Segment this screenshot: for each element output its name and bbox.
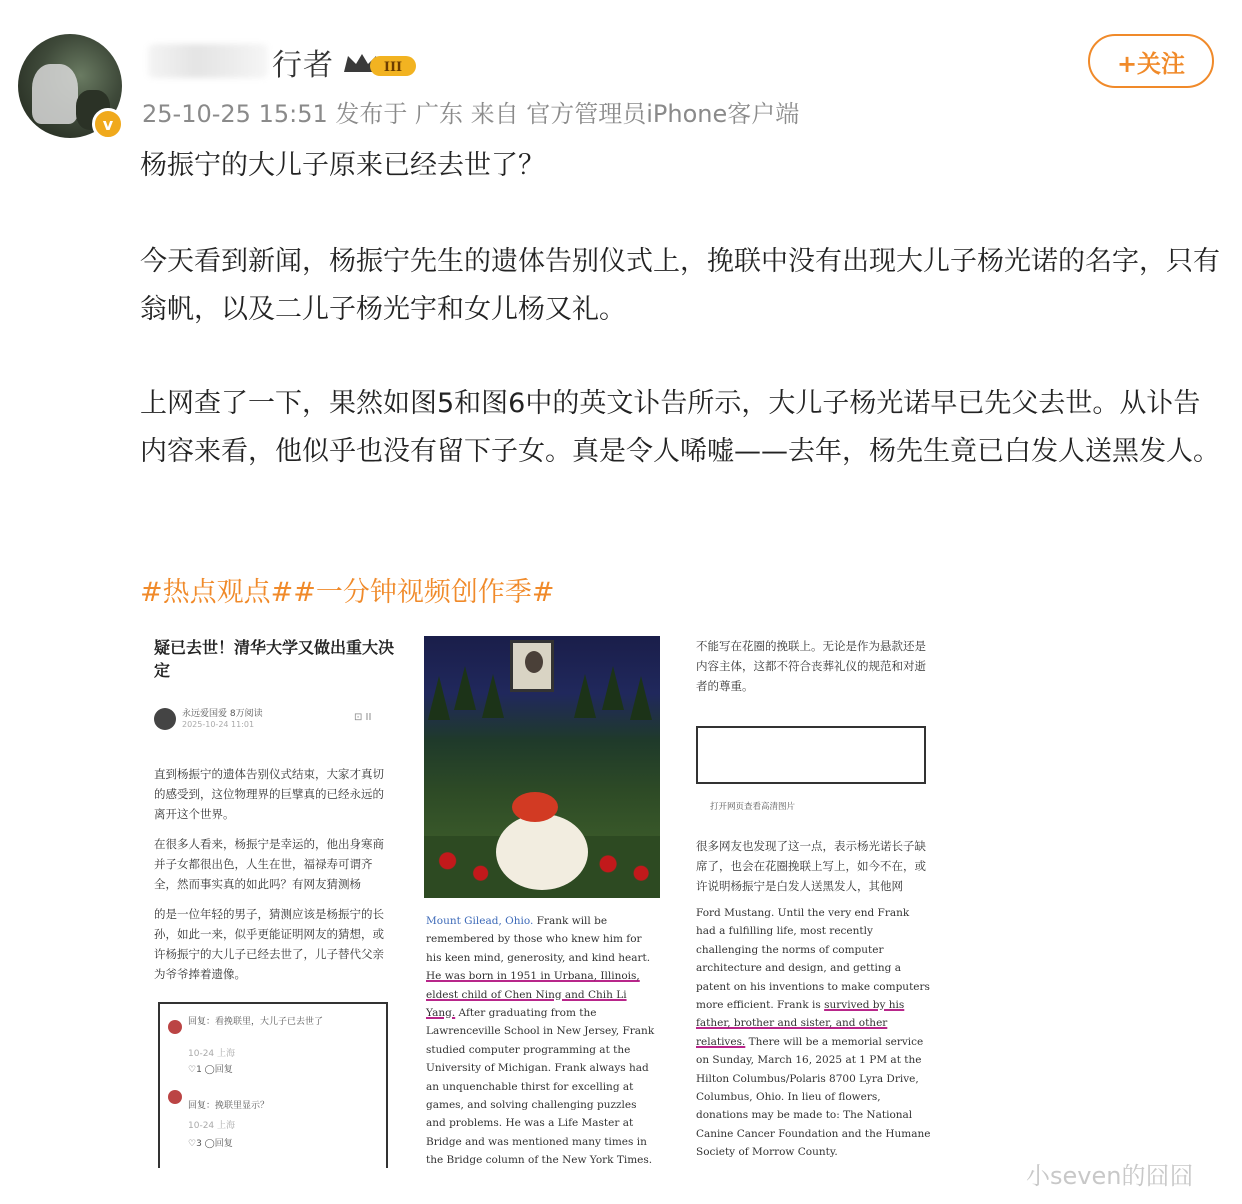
- obituary-text-a: Ford Mustang. Until the very end Frank had a fulfilling life, most recently challenging the norms of computer architecture and design, and getting a patent on his inventions to make computers more efficient. Frank is: [696, 907, 930, 1012]
- comments-box: [158, 1002, 388, 1168]
- attached-image-2[interactable]: [424, 636, 660, 1168]
- article-headline: 疑已去世！清华大学又做出重大决定: [154, 638, 395, 680]
- level-badge-text: III: [383, 60, 403, 75]
- obituary-text-b: There will be a memorial service on Sunday, March 16, 2025 at 1 PM at the Hilton Columbus/Polaris 8700 Lyra Drive, Columbus, Ohio. In lieu of flowers, donations may be made to: The National Canine Cancer Foundation and the Humane Society of Morrow County.: [696, 1035, 931, 1159]
- obituary-location: Mount Gilead, Ohio.: [426, 915, 534, 927]
- comment-2-meta: 10-24 上海: [188, 1121, 236, 1131]
- watermark: 小seven的囧囧: [1026, 1162, 1194, 1190]
- attached-image-3[interactable]: [686, 636, 936, 1168]
- vip-crown-icon: [340, 50, 418, 78]
- obituary-text-a: Frank will be remembered by those who knew him for his keen mind, generosity, and kind heart.: [426, 915, 651, 964]
- obituary-text-b: After graduating from the Lawrenceville School in New Jersey, Frank studied computer programming at the University of Michigan. Frank always had an unquenchable thirst for excelling at games, and solving challenging puzzles and problems. He was a Life Master at Bridge and was mentioned many times in the Bridge column of the New York Times.: [426, 1007, 655, 1167]
- post-paragraph-1: 杨振宁的大儿子原来已经去世了？: [140, 150, 545, 181]
- post-meta: 25-10-25 15:51 发布于 广东 来自 官方管理员iPhone客户端: [142, 100, 800, 128]
- post-paragraph-3: 上网查了一下，果然如图5和图6中的英文讣告所示，大儿子杨光诺早已先父去世。从讣告内容来看，他似乎也没有留下子女。真是令人唏嘘——去年，杨先生竟已白发人送黑发人。: [140, 388, 1220, 467]
- obituary-text-1: [426, 912, 658, 1168]
- article-date: 2025-10-24 11:01: [182, 720, 255, 729]
- article-body-2: 在很多人看来，杨振宁是幸运的，他出身寒商并子女都很出色，人生在世，福禄寿可谓齐全，然而事实真的如此吗？有网友猜测杨: [154, 837, 384, 891]
- pine-tree: [602, 666, 624, 710]
- pine-tree: [454, 666, 476, 710]
- comment-2-actions: ♡3 ◯回复: [188, 1139, 233, 1149]
- hashtags[interactable]: #热点观点##一分钟视频创作季#: [140, 577, 555, 608]
- comment-1-actions: ♡1 ◯回复: [188, 1065, 233, 1075]
- wreath: [496, 814, 588, 890]
- article-body-3: 的是一位年轻的男子，猜测应该是杨振宁的长孙，如此一来，似乎更能证明网友的猜想，或许杨振宁的大儿子已经去世了，儿子替代父亲为爷爷捧着遗像。: [154, 907, 384, 981]
- pine-tree: [428, 676, 450, 720]
- memorial-photo: [424, 636, 660, 898]
- comment-1: 回复：看挽联里，大儿子已去世了: [188, 1017, 324, 1027]
- comment-2: 回复：挽联里显示？: [188, 1101, 270, 1111]
- pine-tree: [630, 676, 652, 720]
- attached-image-1[interactable]: [144, 636, 404, 1168]
- article-body-1: 不能写在花圈的挽联上。无论是作为悬款还是内容主体，这都不符合丧葬礼仪的规范和对逝者的尊重。: [696, 639, 926, 693]
- avatar-figure: [32, 64, 78, 124]
- embedded-caption: 打开网页查看高清图片: [710, 802, 796, 812]
- article-body-1: 直到杨振宁的遗体告别仪式结束，大家才真切的感受到，这位物理界的巨擘真的已经永远的离开这个世界。: [154, 767, 384, 821]
- embedded-screenshot-box: [696, 726, 926, 784]
- wreath-ribbon: [512, 792, 558, 822]
- obituary-highlight: survived by his father, brother and sister, and other relatives.: [696, 999, 905, 1048]
- obituary-text-2: [696, 904, 932, 1162]
- comment-1-meta: 10-24 上海: [188, 1049, 236, 1059]
- commenter-avatar: [168, 1020, 182, 1034]
- memorial-portrait: [510, 640, 554, 692]
- username[interactable]: 行者: [272, 48, 334, 83]
- article-author: 永远爱国爱 8万阅读: [182, 709, 263, 719]
- post-paragraph-2: 今天看到新闻，杨振宁先生的遗体告别仪式上，挽联中没有出现大儿子杨光诺的名字，只有翁帆，以及二儿子杨光宇和女儿杨又礼。: [140, 246, 1220, 325]
- obituary-highlight: He was born in 1951 in Urbana, Illinois, eldest child of Chen Ning and Chih Li Yang.: [426, 970, 640, 1020]
- username-blurred: [148, 44, 268, 78]
- article-icons: ⊡ II: [354, 712, 372, 723]
- article-body-2: 很多网友也发现了这一点，表示杨光诺长子缺席了，也会在花圈挽联上写上，如今不在，或许说明杨振宁是白发人送黑发人，其他网: [696, 839, 926, 893]
- pine-tree: [482, 674, 504, 718]
- pine-tree: [574, 674, 596, 718]
- verified-badge-icon: v: [92, 108, 124, 140]
- commenter-avatar: [168, 1090, 182, 1104]
- follow-button[interactable]: +关注: [1088, 34, 1214, 88]
- article-author-avatar: [154, 708, 176, 730]
